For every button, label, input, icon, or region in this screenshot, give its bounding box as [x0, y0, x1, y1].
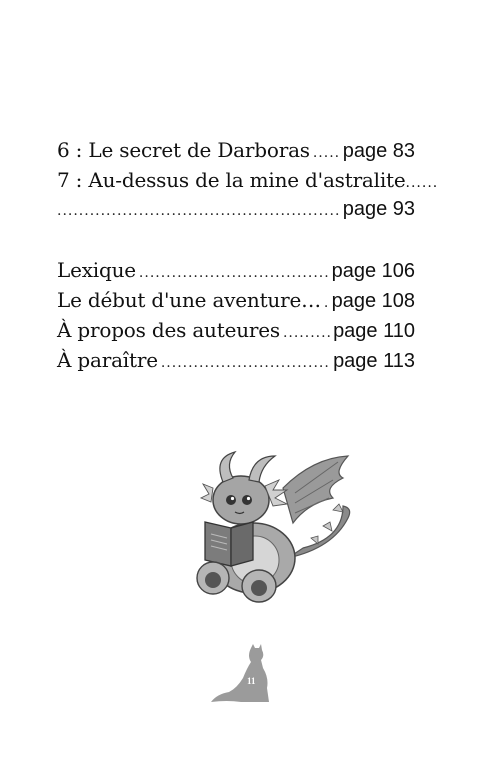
toc-leader-dots — [283, 325, 330, 341]
toc-entry-page: page 113 — [333, 350, 415, 372]
toc-entry-page: page 83 — [342, 140, 415, 162]
toc-entry-label: Lexique — [57, 258, 136, 282]
toc-entry-label: 7 : Au-dessus de la mine d'astralite — [57, 168, 406, 192]
toc-entry-label: 6 : Le secret de Darboras — [57, 138, 310, 162]
toc-entry — [57, 258, 415, 288]
toc-entry-label: À paraître — [57, 348, 158, 372]
toc-leader-dots — [313, 145, 340, 161]
toc-entry — [57, 348, 415, 378]
toc-entry — [57, 138, 415, 168]
toc-entry-page: page 110 — [333, 320, 415, 342]
toc-entry — [57, 168, 415, 198]
toc-leader-dots — [139, 265, 329, 281]
page-number: 11 — [247, 676, 256, 686]
toc-entry-label: À propos des auteures — [57, 318, 280, 342]
toc-leader-dots — [406, 175, 442, 191]
toc-entry-page: page 106 — [331, 260, 415, 282]
toc-leader-dots — [324, 295, 329, 311]
toc-entry-label: Le début d'une aventure… — [57, 288, 321, 312]
toc-entry — [57, 288, 415, 318]
toc-entry-page: page 93 — [342, 198, 415, 220]
dragon-rider-silhouette-icon — [207, 644, 273, 704]
toc-leader-dots — [161, 355, 330, 371]
dragon-reading-book-icon — [183, 448, 363, 608]
toc-leader-dots — [57, 203, 340, 219]
toc-entry — [57, 318, 415, 348]
toc-entry — [57, 198, 415, 228]
toc-entry-page: page 108 — [331, 290, 415, 312]
